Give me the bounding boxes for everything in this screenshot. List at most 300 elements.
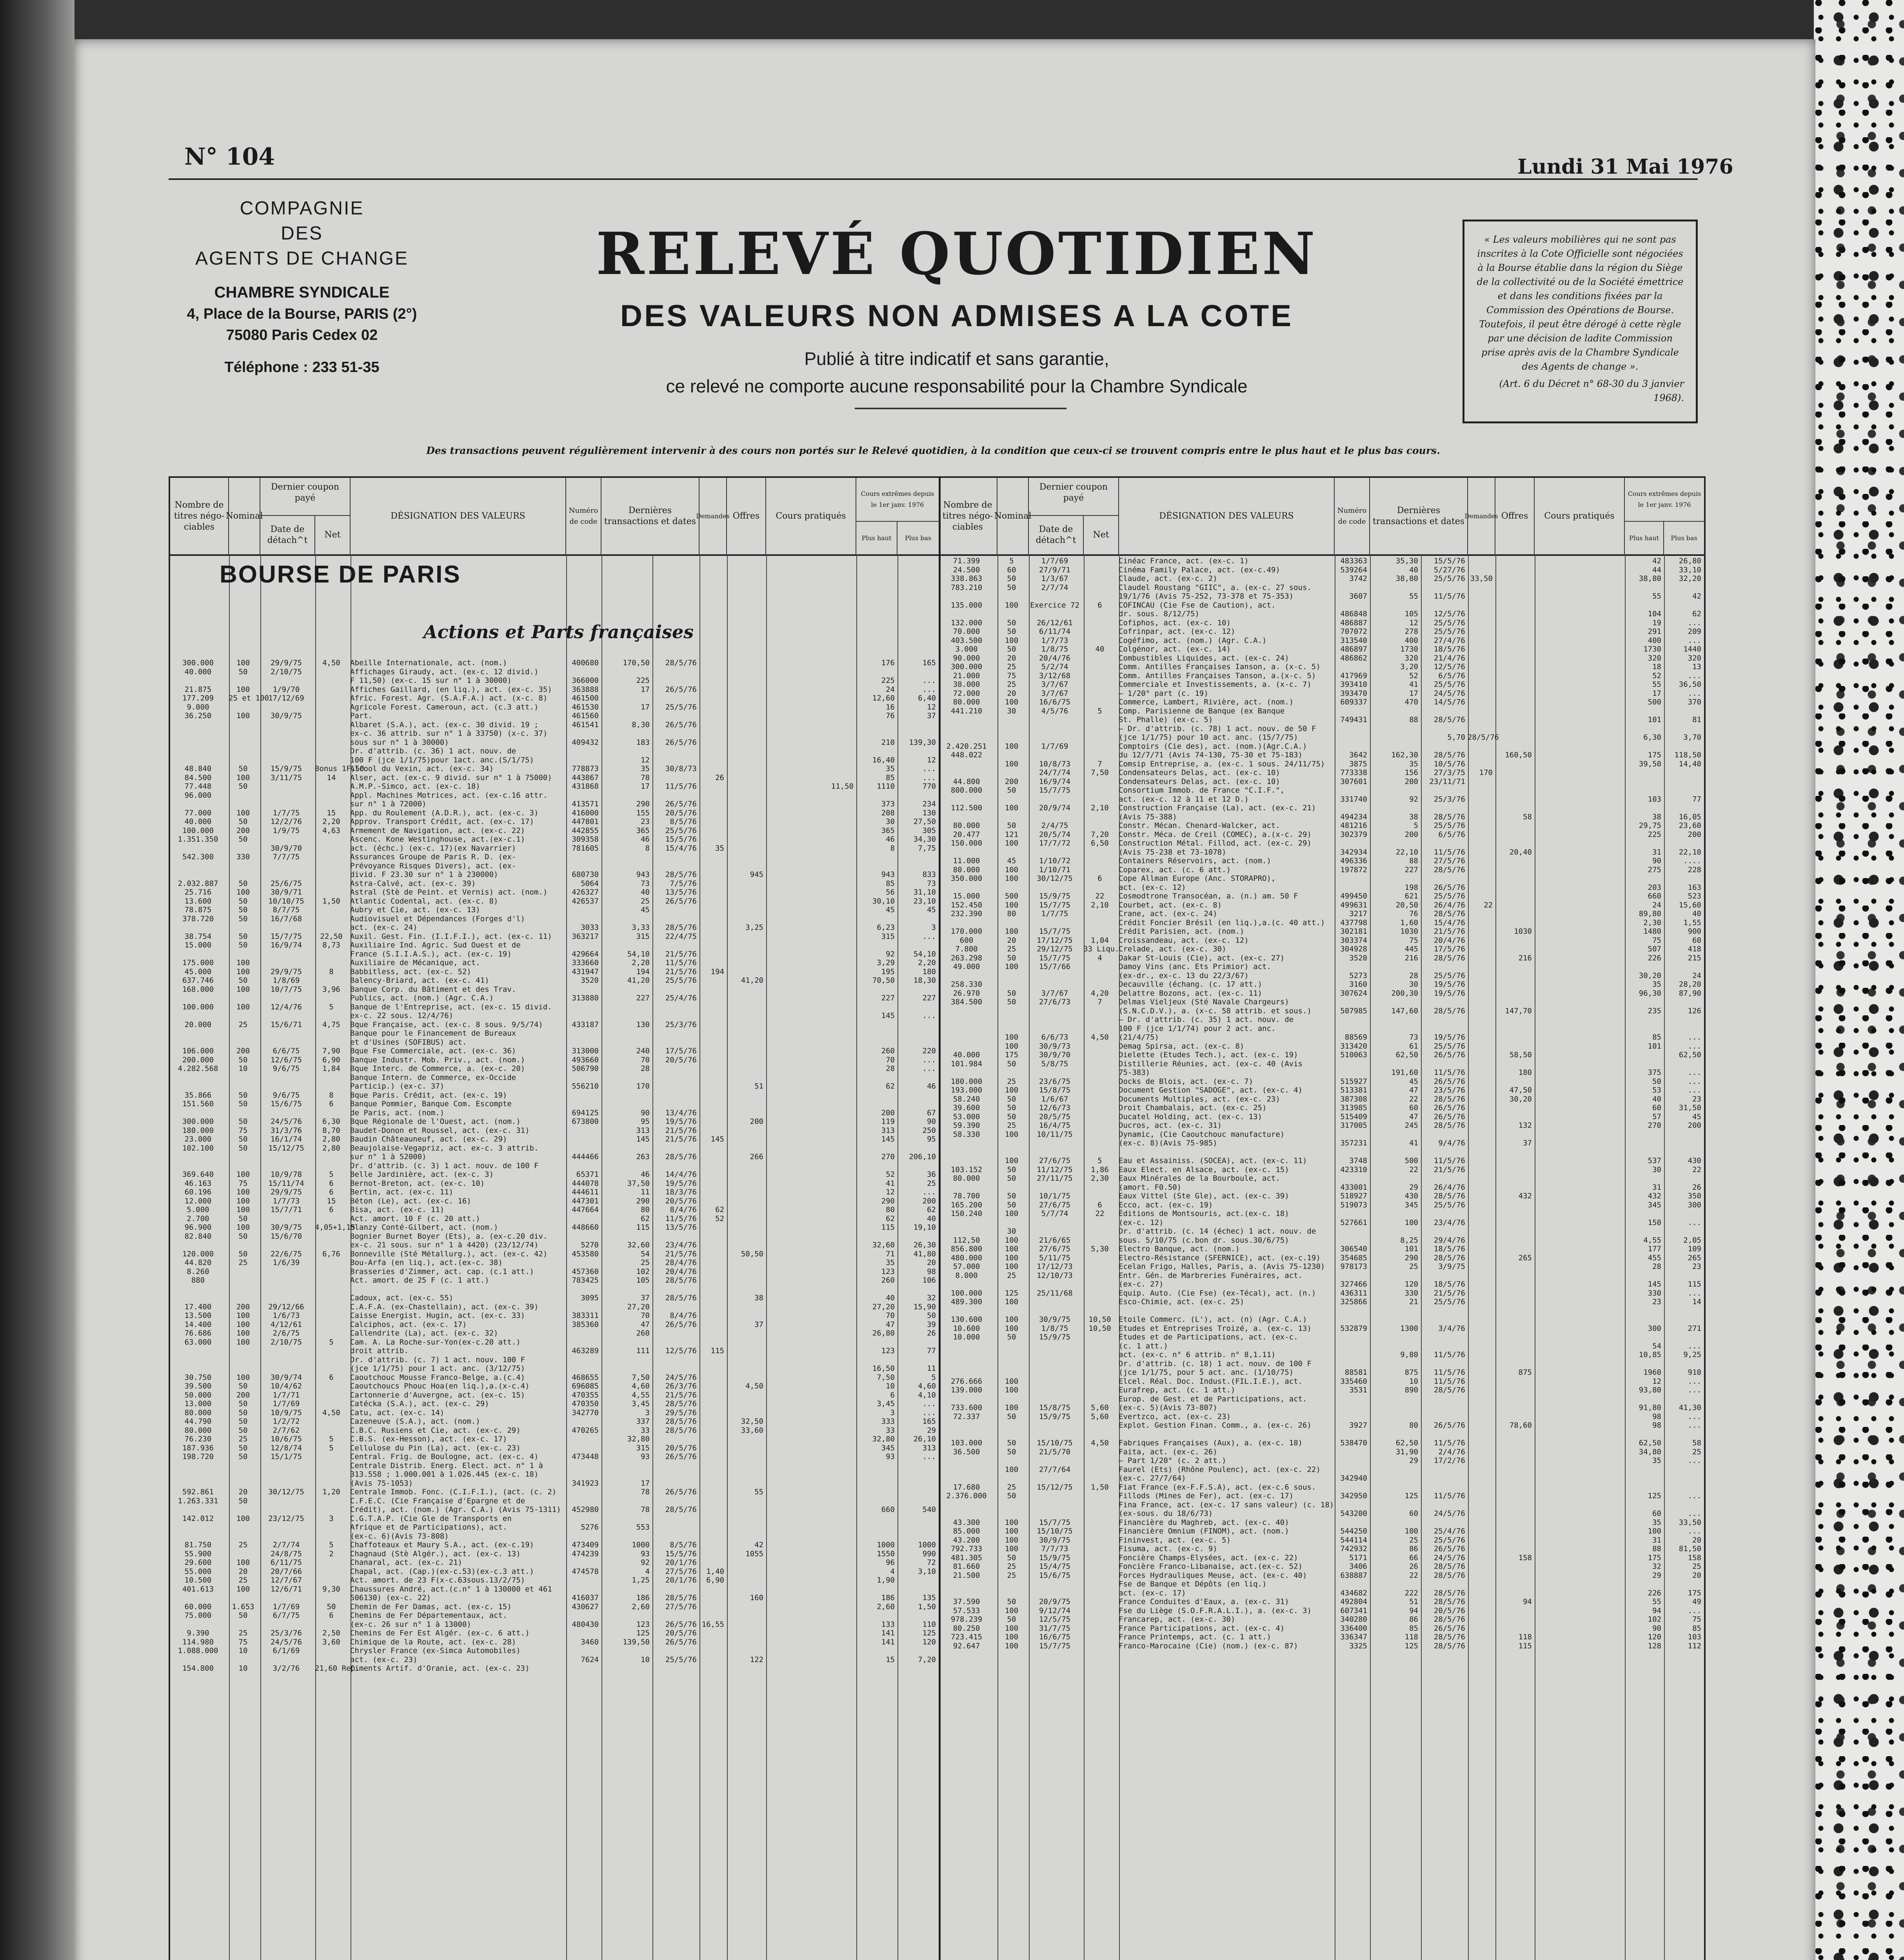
cell-nombre: 72.000 — [953, 689, 980, 698]
cell-date — [259, 676, 314, 685]
cell-last-price: 1,25 — [632, 1576, 650, 1584]
cell-plus-haut — [1623, 1209, 1662, 1218]
cell-demandes — [698, 782, 725, 791]
cell-designation: Bque Régionale de l'Ouest, act. (nom.) — [350, 1117, 521, 1126]
table-row — [937, 998, 1702, 1007]
cell-last-date: 26/5/76 — [1433, 1544, 1465, 1553]
cell-last-price — [1368, 1430, 1419, 1439]
cell-last-price: 47 — [1409, 1112, 1418, 1121]
cell-offres — [1494, 583, 1533, 592]
table-row — [937, 980, 1702, 989]
cell-demandes — [1466, 601, 1494, 610]
cell-plus-haut: 123 — [881, 1267, 895, 1276]
cell-cours — [1533, 1580, 1623, 1589]
cell-last-date — [651, 747, 698, 756]
cell-code: 556210 — [572, 1082, 599, 1091]
cell-date: 2/6/75 — [273, 1329, 300, 1338]
cell-offres — [1494, 566, 1533, 575]
cell-plus-bas: 7,75 — [918, 844, 936, 853]
cell-net: 7,20 — [1091, 830, 1109, 839]
cell-demandes — [698, 1311, 725, 1320]
table-row — [169, 826, 937, 835]
cell-net — [1082, 1218, 1117, 1227]
issue-date: Lundi 31 Mai 1976 — [1517, 155, 1733, 179]
cell-last-price: 32,80 — [627, 1435, 650, 1443]
cell-nominal — [227, 1620, 259, 1629]
cell-nombre: 800.000 — [950, 786, 983, 795]
cell-offres: 50,50 — [741, 1249, 763, 1258]
cell-demandes — [698, 1188, 725, 1197]
cell-last-price: 3,33 — [632, 923, 650, 932]
cell-code: 417969 — [1340, 671, 1367, 680]
cell-date — [1027, 1007, 1082, 1016]
cell-plus-bas: 770 — [922, 782, 936, 791]
cell-date — [1027, 1456, 1082, 1465]
cell-last-price: 162,30 — [1391, 751, 1418, 759]
cell-offres — [725, 1073, 765, 1082]
cell-last-price: 17 — [641, 1479, 650, 1488]
cell-offres — [725, 1011, 765, 1020]
cell-designation: Astra-Calvé, act. (ex-c. 39) — [350, 879, 476, 888]
cell-last-price: 240 — [636, 1047, 650, 1055]
table-row — [937, 1527, 1702, 1536]
cell-date: 10/9/78 — [270, 1170, 302, 1179]
cell-nombre — [937, 1421, 996, 1430]
cell-offres — [725, 817, 765, 826]
cell-net: 1,84 — [322, 1064, 340, 1073]
cell-plus-haut: 98 — [1652, 1412, 1661, 1421]
cell-last-price: 278 — [1404, 627, 1418, 636]
cell-offres: 265 — [1518, 1253, 1532, 1262]
cell-plus-bas — [1662, 777, 1702, 786]
cell-plus-bas — [1662, 1580, 1702, 1589]
cell-plus-haut — [855, 1285, 896, 1294]
cell-code: 486897 — [1340, 645, 1367, 653]
cell-demandes — [1466, 645, 1494, 654]
cell-last-date: 25/5/76 — [1433, 1042, 1465, 1051]
cell-offres: 32,50 — [741, 1417, 763, 1426]
cell-designation: act. (ex-c. 12) — [1119, 883, 1186, 892]
cell-nominal: 50 — [238, 879, 248, 888]
cell-offres — [725, 1214, 765, 1223]
cell-demandes — [698, 870, 725, 879]
cell-plus-bas — [896, 747, 937, 756]
cell-plus-bas: ... — [1688, 1341, 1701, 1350]
cell-demandes — [698, 1329, 725, 1338]
cell-offres — [725, 1391, 765, 1400]
cell-cours — [1533, 715, 1623, 724]
cell-last-date — [1419, 724, 1466, 733]
table-row — [937, 883, 1702, 892]
cell-nombre — [937, 1509, 996, 1518]
cell-code — [1333, 1315, 1368, 1324]
cell-demandes — [1466, 583, 1494, 592]
cell-cours — [765, 1267, 855, 1276]
cell-last-date — [651, 1364, 698, 1373]
cell-nombre: 139.000 — [950, 1386, 983, 1394]
cell-last-date: 28/5/76 — [1433, 865, 1465, 874]
cell-nominal: 75 — [1007, 671, 1016, 680]
table-row — [937, 1633, 1702, 1642]
cell-date — [259, 1532, 314, 1541]
table-row — [937, 1271, 1702, 1280]
cell-plus-bas: 106 — [922, 1276, 936, 1285]
cell-plus-bas — [896, 1144, 937, 1153]
cell-last-date: 25/5/76 — [1433, 627, 1465, 636]
cell-nominal — [227, 738, 259, 747]
cell-last-date: 25/5/76 — [665, 702, 697, 711]
cell-cours — [765, 1029, 855, 1038]
cell-offres — [725, 1408, 765, 1417]
cell-cours — [1533, 574, 1623, 583]
cell-plus-haut: 123 — [881, 1347, 895, 1355]
cell-plus-bas — [1662, 1315, 1702, 1324]
cell-nominal: 50 — [238, 932, 248, 941]
cell-last-price: 46 — [641, 835, 650, 844]
cell-offres: 216 — [1518, 953, 1532, 962]
cell-designation: Docks de Blois, act. (ex-c. 7) — [1119, 1077, 1254, 1086]
cell-cours — [1533, 989, 1623, 998]
cell-plus-bas: 120 — [922, 1637, 936, 1646]
cell-plus-haut: 32 — [1652, 1562, 1661, 1571]
cell-net — [314, 1347, 349, 1356]
cell-last-price: 30 — [1409, 980, 1418, 989]
cell-last-date: 15/4/76 — [665, 844, 697, 853]
cell-plus-haut: 31 — [1652, 1183, 1661, 1192]
cell-date — [1027, 1359, 1082, 1368]
cell-offres — [1494, 1395, 1533, 1404]
cell-code — [565, 1611, 600, 1620]
cell-last-price: 60 — [1409, 1103, 1418, 1112]
cell-cours — [765, 817, 855, 826]
cell-designation: act. (ex-c. 17) — [1119, 1588, 1186, 1597]
cell-last-date: 19/5/76 — [665, 1117, 697, 1126]
cell-net: 2,50 — [322, 1629, 340, 1637]
cell-plus-haut: 225 — [1648, 830, 1661, 839]
cell-net — [1082, 1642, 1117, 1651]
cell-plus-bas: 46 — [927, 1082, 936, 1091]
table-row — [169, 1399, 937, 1408]
cell-date — [259, 835, 314, 844]
cell-date: 30/9/75 — [1039, 1315, 1071, 1324]
cell-last-date: 18/3/76 — [665, 1188, 697, 1196]
cell-last-price — [1368, 1395, 1419, 1404]
cell-offres — [725, 1064, 765, 1073]
cell-net: 5,60 — [1091, 1412, 1109, 1421]
cell-date: 6/7/75 — [273, 1611, 300, 1620]
cell-last-price — [1368, 1209, 1419, 1218]
cell-date: 30/9/75 — [270, 1223, 302, 1232]
cell-nombre — [169, 1593, 227, 1602]
cell-net — [1082, 1474, 1117, 1483]
cell-date: 2/7/74 — [273, 1541, 300, 1549]
cell-offres: 30,20 — [1509, 1094, 1532, 1103]
cell-demandes — [1466, 909, 1494, 918]
col-offres: Offres — [727, 478, 766, 554]
cell-offres — [1494, 1130, 1533, 1139]
cell-plus-haut: 40 — [886, 1294, 895, 1302]
cell-nombre: 44.820 — [184, 1258, 212, 1267]
cell-offres — [725, 703, 765, 712]
cell-net — [1082, 1501, 1117, 1510]
cell-last-date: 25/5/76 — [1433, 574, 1465, 583]
cell-nombre: 24.500 — [953, 565, 980, 574]
cell-cours — [765, 800, 855, 809]
cell-last-date: 19/5/76 — [1433, 980, 1465, 989]
cell-last-price: 260 — [636, 1329, 650, 1338]
cell-demandes — [1466, 874, 1494, 883]
cell-last-date: 27/5/76 — [1433, 857, 1465, 865]
col-code: Numéro de code — [566, 478, 601, 554]
cell-plus-bas: 250 — [922, 1126, 936, 1135]
cell-code: 3642 — [1349, 751, 1367, 759]
cell-cours — [765, 1205, 855, 1214]
table-row — [169, 1550, 937, 1559]
cell-demandes — [1466, 918, 1494, 927]
cell-cours — [1533, 1165, 1623, 1174]
cell-designation: Containers Réservoirs, act. (nom.) — [1119, 857, 1271, 865]
cell-date: 15/7/75 — [1039, 1518, 1071, 1527]
cell-last-price: 88 — [1409, 715, 1418, 724]
cell-plus-haut: 186 — [881, 1593, 895, 1602]
cell-demandes — [698, 1197, 725, 1206]
cell-net — [1082, 1456, 1117, 1465]
cell-net: 9,30 — [322, 1584, 340, 1593]
table-row — [169, 1276, 937, 1285]
cell-nominal: 25 — [238, 1435, 248, 1443]
cell-last-price: 943 — [636, 870, 650, 879]
cell-offres — [725, 941, 765, 950]
cell-plus-haut: 225 — [881, 676, 895, 685]
cell-demandes — [1466, 813, 1494, 822]
cell-cours — [765, 1514, 855, 1523]
cell-nominal: 100 — [1005, 1245, 1019, 1253]
cell-demandes — [1466, 1077, 1494, 1086]
cell-demandes — [698, 738, 725, 747]
cell-last-price: 263 — [636, 1152, 650, 1161]
issue-number: N° 104 — [184, 143, 275, 171]
cell-date: 15/6/75 — [1039, 1571, 1071, 1580]
cell-offres — [725, 1020, 765, 1029]
cell-date: 16/4/75 — [1039, 1121, 1071, 1130]
cell-code: 88581 — [1344, 1368, 1367, 1377]
cell-offres — [1494, 662, 1533, 671]
cell-cours — [1533, 1368, 1623, 1377]
company-city: 75080 Paris Cedex 02 — [226, 327, 378, 343]
table-row — [169, 915, 937, 924]
cell-designation: Dr. d'attrib. (c. 14 (échec) 1 act. nouv. de — [1119, 1227, 1316, 1236]
cell-last-price — [600, 862, 651, 871]
cell-demandes — [1466, 1280, 1494, 1289]
cell-cours — [765, 1020, 855, 1029]
cell-plus-haut — [855, 1100, 896, 1109]
cell-last-date: 21/5/76 — [665, 967, 697, 976]
cell-plus-bas — [896, 915, 937, 924]
cell-net — [1082, 1544, 1117, 1553]
cell-plus-haut — [855, 1523, 896, 1532]
cell-code — [1333, 962, 1368, 971]
cell-offres — [725, 782, 765, 791]
cell-demandes — [698, 1303, 725, 1312]
cell-last-price — [1368, 1403, 1419, 1412]
cell-plus-bas: 370 — [1688, 698, 1701, 706]
cell-offres — [1494, 804, 1533, 813]
cell-net — [1082, 1562, 1117, 1571]
cell-designation: (ex-c. 27) — [1119, 1280, 1164, 1289]
cell-last-price — [1368, 1359, 1419, 1368]
cell-last-date: 27/5/76 — [665, 1602, 697, 1611]
cell-code: 483363 — [1340, 557, 1367, 565]
cell-last-price: 88 — [1409, 857, 1418, 865]
cell-plus-haut: 89,80 — [1639, 909, 1661, 918]
cell-designation: Baudet-Donon et Roussel, act. (ex-c. 31) — [350, 1126, 530, 1135]
cell-nominal — [996, 883, 1027, 892]
cell-designation: France Participations, act. (ex-c. 4) — [1119, 1624, 1285, 1633]
cell-nominal: 10 — [238, 1646, 248, 1655]
cell-nombre: 542.300 — [182, 853, 214, 861]
cell-net — [1082, 742, 1117, 751]
table-row — [169, 1611, 937, 1620]
cell-plus-haut: 7,50 — [877, 1373, 895, 1382]
cell-code — [1333, 1403, 1368, 1412]
cell-designation: Cogéfimo, act. (nom.) (Agr. C.A.) — [1119, 636, 1267, 645]
cell-nominal: 100 — [236, 967, 250, 976]
cell-last-price: 100 — [1404, 1218, 1418, 1227]
cell-plus-haut: 345 — [881, 1443, 895, 1452]
cell-cours — [765, 1082, 855, 1091]
cell-nombre — [169, 1011, 227, 1020]
cell-demandes — [698, 764, 725, 773]
cell-plus-haut: 6,23 — [877, 923, 895, 932]
cell-cours — [1533, 1456, 1623, 1465]
cell-last-price: 73 — [641, 879, 650, 888]
cell-nombre — [169, 720, 227, 730]
cell-plus-haut: 12,60 — [872, 694, 895, 702]
cell-net — [1082, 619, 1117, 628]
cell-date — [259, 747, 314, 756]
cell-last-date — [1419, 1307, 1466, 1316]
cell-net — [1082, 1077, 1117, 1086]
table-row — [169, 906, 937, 915]
cell-demandes — [698, 1223, 725, 1232]
cell-date — [1027, 1148, 1082, 1157]
cell-nombre — [937, 795, 996, 804]
cell-offres — [1494, 1483, 1533, 1492]
cell-last-date — [651, 1161, 698, 1171]
cell-nominal — [996, 1307, 1027, 1316]
cell-nominal — [227, 870, 259, 879]
cell-nominal: 75 — [238, 1179, 248, 1188]
cell-last-price: 40 — [1409, 565, 1418, 574]
cell-designation: Balency-Briard, act. (ex-c. 41) — [350, 976, 489, 985]
cell-plus-haut: 60 — [1652, 1509, 1661, 1518]
cell-nombre — [937, 1456, 996, 1465]
cell-designation: Ducros, act. (ex-c. 31) — [1119, 1121, 1222, 1130]
cell-last-date — [651, 1532, 698, 1541]
cell-date: 15/8/75 — [1039, 1403, 1071, 1412]
cell-nominal: 100 — [236, 1514, 250, 1523]
cell-plus-bas: 41,30 — [1679, 1403, 1701, 1412]
cell-net — [314, 1470, 349, 1479]
col-code: Numéro de code — [1335, 478, 1370, 554]
cell-offres — [725, 668, 765, 677]
cell-last-price: 76 — [1409, 909, 1418, 918]
cell-last-price — [600, 1003, 651, 1012]
cell-offres — [725, 1179, 765, 1188]
cell-offres — [725, 1144, 765, 1153]
cell-code: 444466 — [572, 1152, 599, 1161]
cell-plus-bas — [896, 791, 937, 800]
cell-designation: Caoutchouc Mousse Franco-Belge, a.(c.4) — [350, 1373, 525, 1382]
cell-net — [314, 703, 349, 712]
cell-nombre — [937, 1007, 996, 1016]
cell-plus-haut: 432 — [1648, 1192, 1661, 1200]
cell-last-price — [600, 1338, 651, 1347]
cell-offres — [725, 1161, 765, 1171]
cell-net — [1082, 1148, 1117, 1157]
cell-last-date: 11/5/76 — [1433, 1350, 1465, 1359]
cell-last-date — [1419, 707, 1466, 716]
cell-code: 442855 — [572, 826, 599, 835]
cell-last-date: 24/5/76 — [1433, 1509, 1465, 1518]
cell-net — [1082, 1192, 1117, 1201]
table-row — [169, 1576, 937, 1585]
cell-plus-bas: 73 — [927, 879, 936, 888]
cell-designation: Chemins de Fer Est Algér. (ex-c. 6 att.) — [350, 1629, 530, 1637]
cell-net: 5 — [329, 1338, 334, 1347]
cell-offres — [1494, 1156, 1533, 1165]
cell-last-price — [1368, 998, 1419, 1007]
cell-offres — [1494, 821, 1533, 830]
cell-date: 27/6/73 — [1039, 998, 1071, 1006]
cell-plus-haut: 85 — [1652, 1033, 1661, 1042]
cell-designation: Catu, act. (ex-c. 14) — [350, 1408, 445, 1417]
table-row — [169, 879, 937, 888]
cell-last-price — [600, 1532, 651, 1541]
cell-code: 342934 — [1340, 848, 1367, 857]
cell-net — [1082, 1342, 1117, 1351]
cell-designation: — Part 1/20° (c. 2 att.) — [1119, 1456, 1226, 1465]
cell-plus-bas: ... — [1688, 1412, 1701, 1421]
cell-plus-haut: 235 — [1648, 1006, 1661, 1015]
cell-nominal: 100 — [236, 773, 250, 782]
cell-offres — [1494, 1077, 1533, 1086]
cell-last-date: 28/5/76 — [1433, 1094, 1465, 1103]
cell-nombre: 48.840 — [184, 764, 212, 773]
cell-date — [1027, 1227, 1082, 1236]
cell-date: 15/8/75 — [1039, 1086, 1071, 1094]
table-row — [937, 680, 1702, 689]
cell-plus-bas: 23,60 — [1679, 821, 1701, 830]
cell-demandes — [1466, 724, 1494, 733]
cell-nombre — [169, 1479, 227, 1488]
cell-code: 340280 — [1340, 1615, 1367, 1624]
cell-net — [1082, 1368, 1117, 1377]
cell-code: 383311 — [572, 1311, 599, 1320]
cell-date: 30/12/75 — [268, 1488, 304, 1496]
cell-last-date — [1419, 1315, 1466, 1324]
cell-cours — [1533, 1474, 1623, 1483]
cell-nominal: 50 — [238, 1452, 248, 1461]
cell-demandes — [698, 1020, 725, 1029]
cell-demandes — [698, 1320, 725, 1329]
cell-code — [565, 1488, 600, 1497]
cell-last-price: 290 — [636, 1196, 650, 1205]
cell-cours — [1533, 1377, 1623, 1386]
cell-offres — [1494, 1350, 1533, 1359]
cell-offres: 1055 — [745, 1549, 763, 1558]
cell-code — [565, 1232, 600, 1241]
